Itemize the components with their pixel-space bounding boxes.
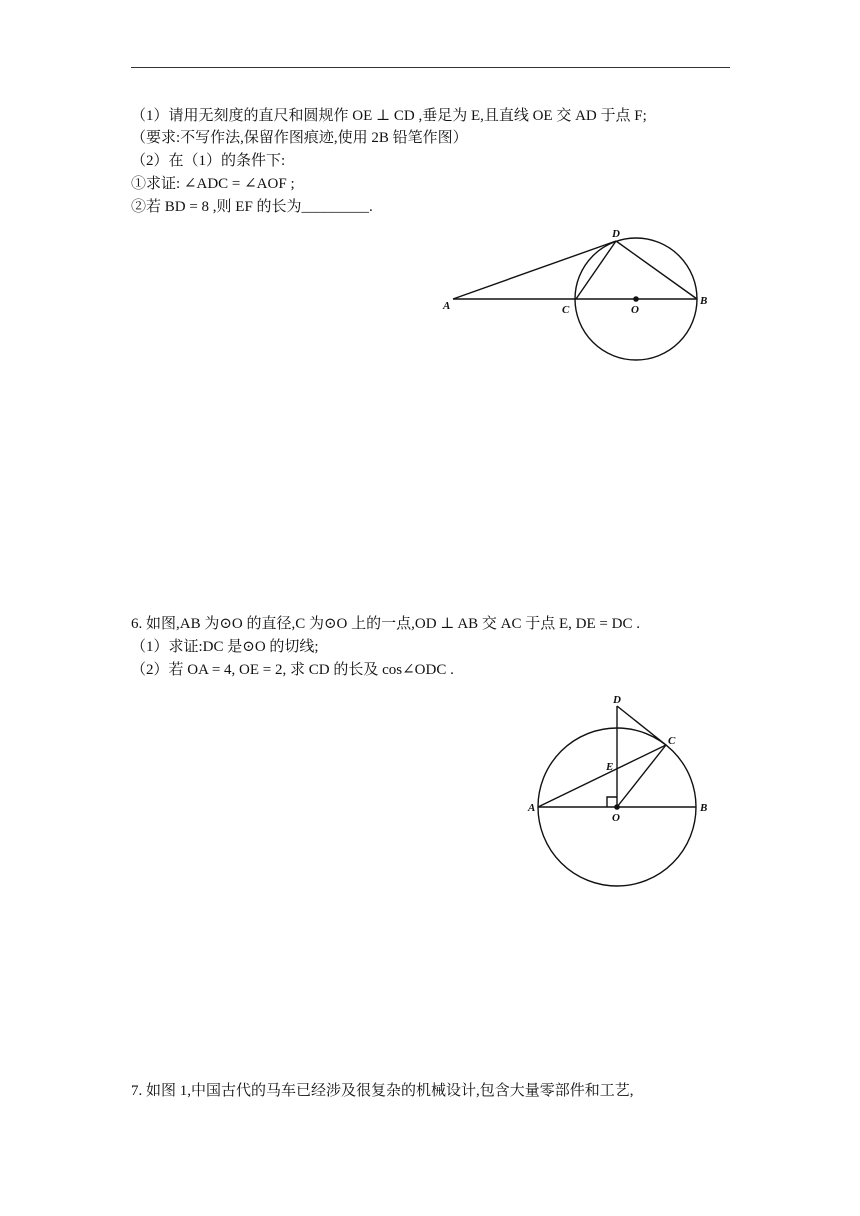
q5-part2-text: （2）在（1）的条件下: bbox=[131, 153, 286, 169]
q6-segment-oc bbox=[617, 745, 666, 807]
q5-requirement-text: （要求:不写作法,保留作图痕迹,使用 2B 铅笔作图） bbox=[131, 130, 468, 146]
q5-label-c: C bbox=[562, 304, 570, 316]
q6-label-e: E bbox=[606, 761, 614, 773]
q7-stem-text: 7. 如图 1,中国古代的马车已经涉及很复杂的机械设计,包含大量零部件和工艺, bbox=[131, 1083, 634, 1099]
q5-label-b: B bbox=[700, 295, 708, 307]
q6-stem-text: 6. 如图,AB 为⊙O 的直径,C 为⊙O 上的一点,OD ⊥ AB 交 AC 于点 E, DE = DC . bbox=[131, 616, 640, 632]
q6-label-o: O bbox=[612, 812, 620, 824]
q6-segment-ac bbox=[538, 745, 666, 807]
q6-center-dot bbox=[614, 804, 620, 810]
q5-blank-question: ②若 BD = 8 ,则 EF 的长为_________. bbox=[131, 199, 373, 215]
q6-part1-text: （1）求证:DC 是⊙O 的切线; bbox=[131, 639, 319, 655]
q5-label-d: D bbox=[612, 228, 620, 240]
q6-label-a: A bbox=[528, 802, 536, 814]
q5-label-a: A bbox=[443, 300, 451, 312]
q6-segment-dc bbox=[617, 706, 666, 745]
q6-part2-text: （2）若 OA = 4, OE = 2, 求 CD 的长及 cos∠ODC . bbox=[131, 662, 454, 678]
q6-label-d: D bbox=[613, 694, 621, 706]
q6-label-c: C bbox=[668, 735, 676, 747]
q6-label-b: B bbox=[700, 802, 708, 814]
q5-label-o: O bbox=[631, 304, 639, 316]
q5-prove-text: ①求证: ∠ADC = ∠AOF ; bbox=[131, 176, 295, 192]
q5-part1-text: （1）请用无刻度的直尺和圆规作 OE ⊥ CD ,垂足为 E,且直线 OE 交 AD 于点 F; bbox=[131, 108, 647, 124]
